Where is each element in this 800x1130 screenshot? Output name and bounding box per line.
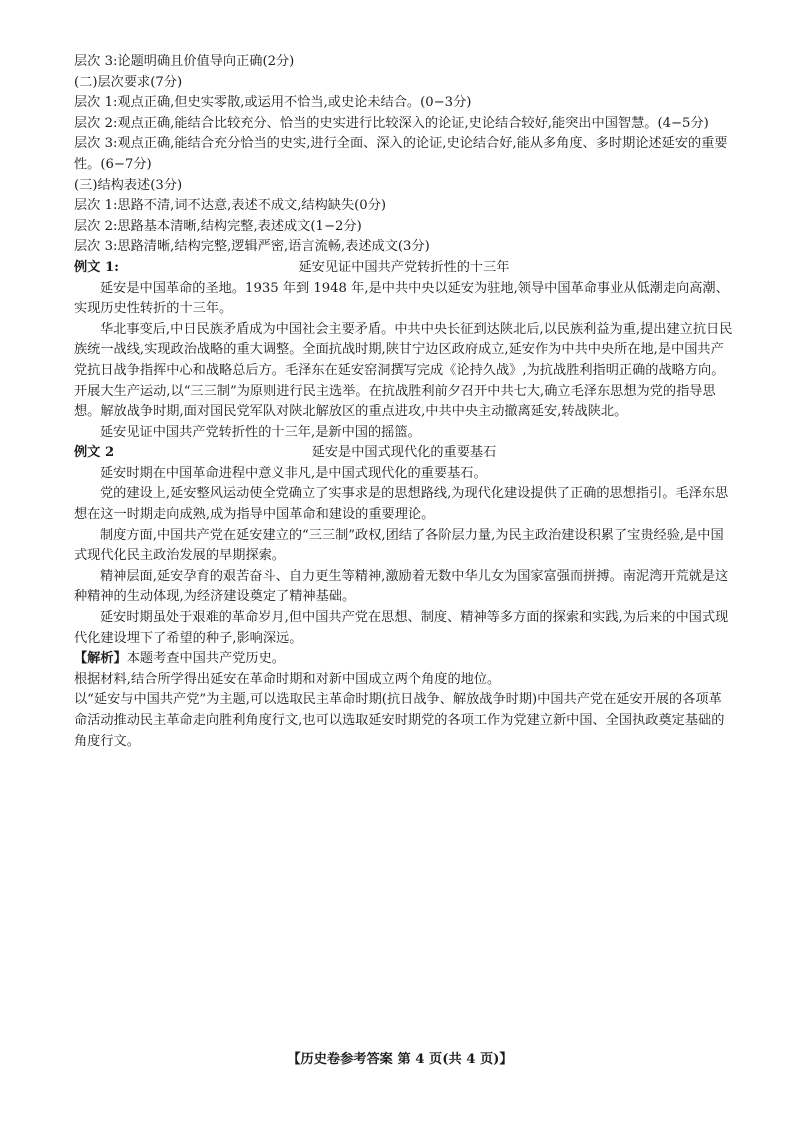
example2-heading: [74, 443, 734, 464]
section3-title: (三)结构表述(3分): [74, 177, 183, 193]
example2-title: 延安是中国式现代化的重要基石: [311, 445, 497, 461]
example1-heading: [74, 258, 734, 279]
example2-paragraph: 党的建设上,延安整风运动使全党确立了实事求是的思想路线,为现代化建设提供了正确的思想指引。毛泽东思想在这一时期走向成熟,成为指导中国革命和建设的重要理论。: [74, 486, 729, 523]
example1-paragraph: 延安是中国革命的圣地。1935 年到 1948 年,是中共中央以延安为驻地,领导中国革命事业从低潮走向高潮、实现历史性转折的十三年。: [74, 280, 729, 317]
page-footer: 【历史卷参考答案 第 4 页(共 4 页)】: [287, 1052, 513, 1067]
analysis-line3: 以“延安与中国共产党”为主题,可以选取民主革命时期(抗日战争、解放战争时期)中国共产党在延安开展的各项革命活动推动民主革命走向胜利角度行文,也可以选取延安时期党的各项工作为党建立新中国、全国执政奠定基础的角度行文。: [74, 692, 725, 749]
example2-paragraph: 延安时期虽处于艰难的革命岁月,但中国共产党在思想、制度、精神等多方面的探索和实践,为后来的中国式现代化建设埋下了希望的种子,影响深远。: [74, 610, 729, 646]
example1-title: 延安见证中国共产党转折性的十三年: [298, 259, 510, 275]
section2-level2: 层次 2:观点正确,能结合比较充分、恰当的史实进行比较深入的论证,史论结合较好,能突出中国智慧。(4−5分): [74, 115, 709, 131]
section2-title: (二)层次要求(7分): [74, 74, 183, 90]
example1-label: 例文 1:: [74, 259, 120, 275]
section2-level3: 层次 3:观点正确,能结合充分恰当的史实,进行全面、深入的论证,史论结合好,能从多角度、多时期论述延安的重要性。(6−7分): [74, 136, 728, 172]
example1-paragraph: 华北事变后,中日民族矛盾成为中国社会主要矛盾。中共中央长征到达陕北后,以民族利益为重,提出建立抗日民族统一战线,实现政治战略的重大调整。全面抗战时期,陕甘宁边区政府成立,延安作为中共中央所在地,是中国共产党抗日战争指挥中心和战略总后方。毛泽东在延安窑洞撰写完成《论持久战》,为抗战胜利指明正确的战略方向。开展大生产运动,以“三三制”为原则进行民主选举。在抗战胜利前夕召开中共七大,确立毛泽东思想为党的指导思想。解放战争时期,面对国民党军队对陕北解放区的重点进攻,中共中央主动撤离延安,转战陕北。: [74, 321, 733, 420]
analysis-line: [74, 649, 734, 670]
example2-label: 例文 2: [74, 445, 115, 461]
section3-level2: 层次 2:思路基本清晰,结构完整,表述成文(1−2分): [74, 218, 362, 234]
rubric-level3-topic: 层次 3:论题明确且价值导向正确(2分): [74, 54, 295, 69]
section3-level3: 层次 3:思路清晰,结构完整,逻辑严密,语言流畅,表述成文(3分): [74, 239, 430, 255]
answer-page: [74, 52, 734, 752]
example2-paragraph: 制度方面,中国共产党在延安建立的“三三制”政权,团结了各阶层力量,为民主政治建设积累了宝贵经验,是中国式现代化民主政治发展的早期探索。: [74, 527, 724, 564]
section3-level1: 层次 1:思路不清,词不达意,表述不成文,结构缺失(0分): [74, 198, 387, 214]
example1-paragraph: 延安见证中国共产党转折性的十三年,是新中国的摇篮。: [100, 424, 421, 440]
analysis-label: 【解析】: [74, 651, 127, 667]
analysis-line2: 根据材料,结合所学得出延安在革命时期和对新中国成立两个角度的地位。: [74, 671, 501, 687]
analysis-text: 本题考查中国共产党历史。: [126, 651, 285, 667]
example2-paragraph: 延安时期在中国革命进程中意义非凡,是中国式现代化的重要基石。: [100, 465, 487, 481]
example2-paragraph: 精神层面,延安孕育的艰苦奋斗、自力更生等精神,激励着无数中华儿女为国家富强而拼搏。南泥湾开荒就是这种精神的生动体现,为经济建设奠定了精神基础。: [74, 568, 729, 605]
section2-level1: 层次 1:观点正确,但史实零散,或运用不恰当,或史论未结合。(0−3分): [74, 95, 472, 111]
